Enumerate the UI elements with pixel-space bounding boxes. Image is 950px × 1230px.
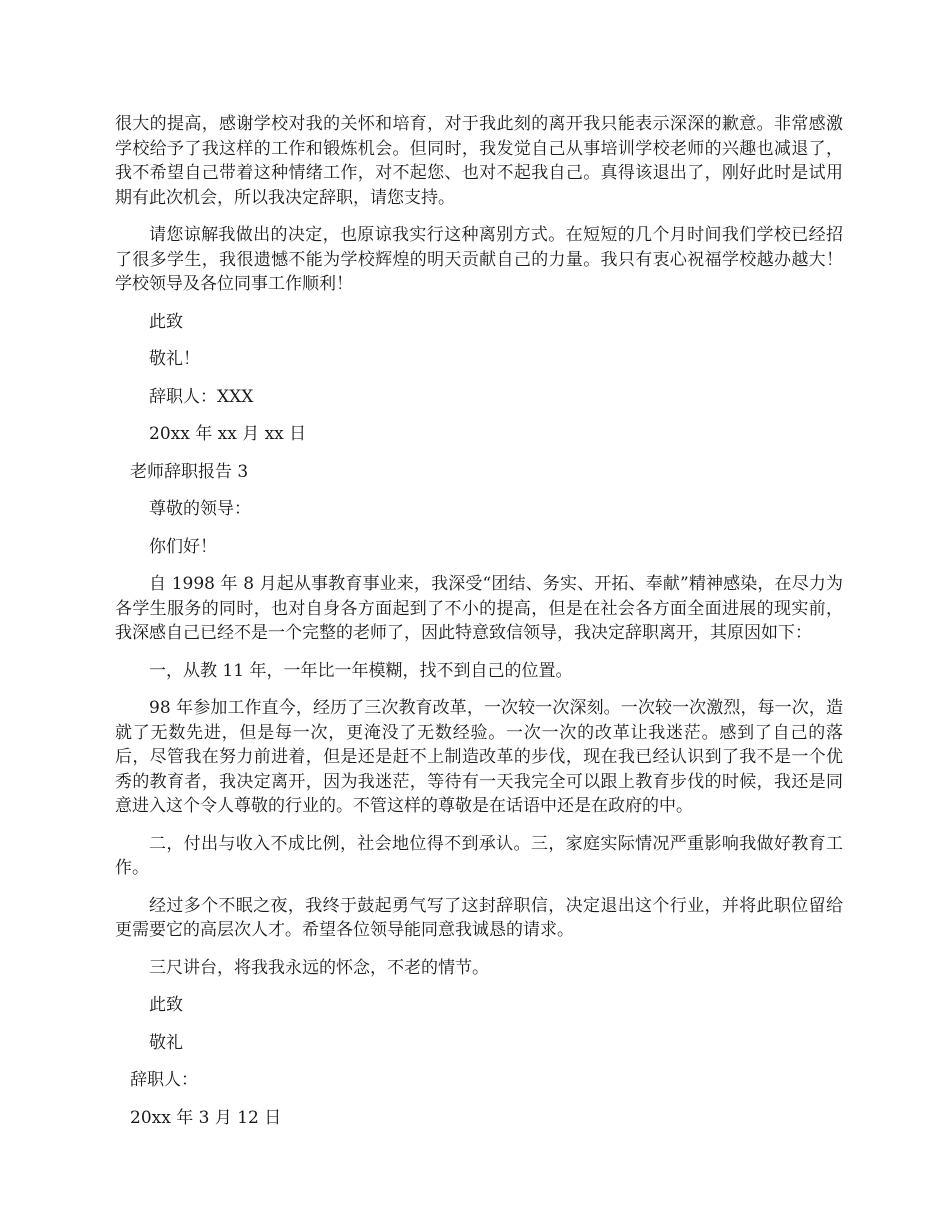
letter-3-paragraph-3: 经过多个不眠之夜，我终于鼓起勇气写了这封辞职信，决定退出这个行业，并将此职位留给更需要它的高层次人才。希望各位领导能同意我诚恳的请求。 [115,895,843,940]
letter-3-closing-1: 此致 [149,995,183,1015]
letter-2-closing-2: 敬礼！ [149,349,200,369]
document-page [115,112,843,1143]
letter-2-date: 20xx 年 xx 月 xx 日 [149,424,307,444]
letter-2-paragraph-2: 请您谅解我做出的决定，也原谅我实行这种离别方式。在短短的几个月时间我们学校已经招了很多学生，我很遗憾不能为学校辉煌的明天贡献自己的力量。我只有衷心祝福学校越办越大！学校领导及各位同事工作顺利！ [115,225,843,294]
letter-2-closing-1: 此致 [149,311,183,332]
letter-3-reasons-2-3: 二，付出与收入不成比例，社会地位得不到承认。三，家庭实际情况严重影响我做好教育工作。 [115,833,843,878]
letter-3-closing-2: 敬礼 [149,1032,183,1053]
letter-3-reason-1: 一，从教 11 年，一年比一年模糊，找不到自己的位置。 [149,660,573,681]
letter-3-signer: 辞职人： [130,1070,198,1090]
letter-3-date: 20xx 年 3 月 12 日 [130,1107,282,1128]
letter-3-greeting: 你们好！ [149,536,217,557]
letter-3-paragraph-4: 三尺讲台，将我我永远的怀念，不老的情节。 [149,957,489,978]
letter-3-paragraph-2: 98 年参加工作直今，经历了三次教育改革，一次较一次深刻。一次较一次激烈，每一次，造就了无数先进，但是每一次，更淹没了无数经验。一次一次的改革让我迷茫。感到了自己的落后，尽管我在努力前进着，但是还是赶不上制造改革的步伐，现在我已经认识到了我不是一个优秀的教育者，我决定离开，因为我迷茫，等待有一天我完全可以跟上教育步伐的时候，我还是同意进入这个令人尊敬的行业的。不管这样的尊敬是在话语中还是在政府的中。 [115,698,843,816]
letter-2-paragraph-1: 很大的提高，感谢学校对我的关怀和培育，对于我此刻的离开我只能表示深深的歉意。非常感激学校给予了我这样的工作和锻炼机会。但同时，我发觉自己从事培训学校老师的兴趣也减退了，我不希望自己带着这种情绪工作，对不起您、也对不起我自己。真得该退出了，刚好此时是试用期有此次机会，所以我决定辞职，请您支持。 [115,114,843,208]
letter-3-title: 老师辞职报告 3 [130,461,249,482]
letter-2-signer: 辞职人：XXX [149,386,254,407]
letter-3-salutation: 尊敬的领导： [149,499,251,519]
letter-3-paragraph-1: 自 1998 年 8 月起从事教育事业来，我深受“团结、务实、开拓、奉献”精神感染，在尽力为各学生服务的同时，也对自身各方面起到了不小的提高，但是在社会各方面全面进展的现实前，我深感自己已经不是一个完整的老师了，因此特意致信领导，我决定辞职离开，其原因如下： [115,574,843,643]
